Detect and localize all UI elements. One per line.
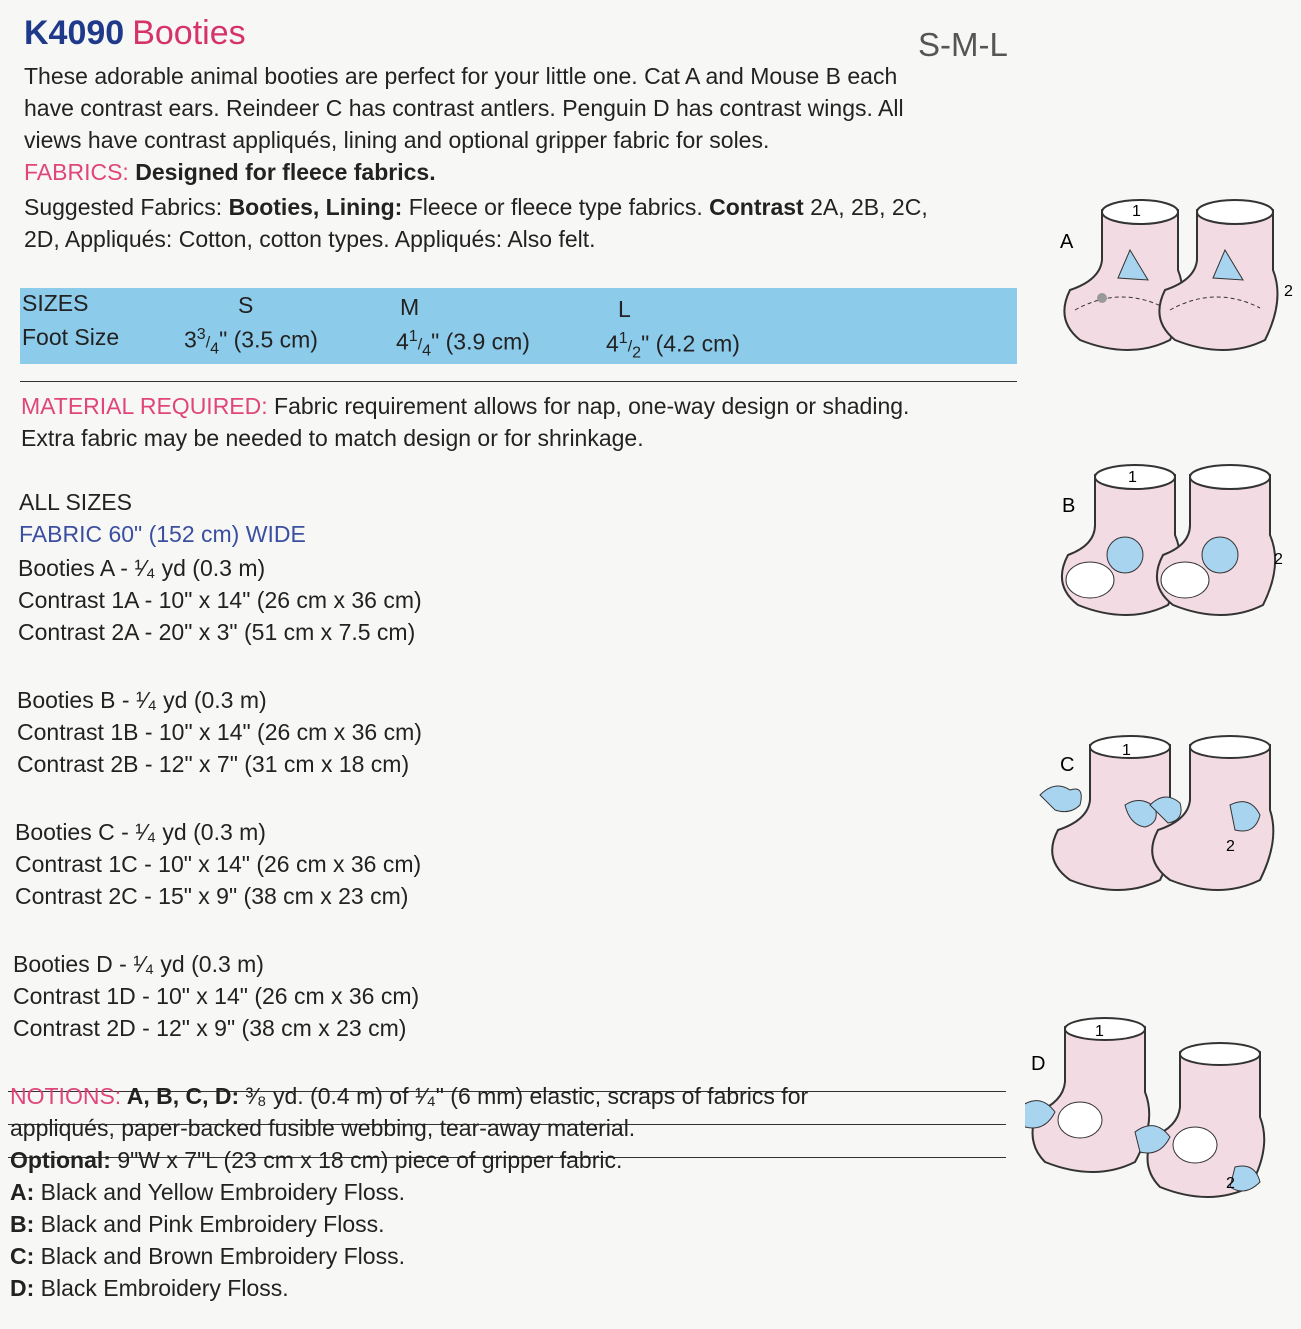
booties-yardage: Booties C - ¹⁄₄ yd (0.3 m) — [15, 819, 266, 845]
foot-size-m: $4^1/_4$" (3.9 cm) — [396, 328, 530, 360]
view-b-drawing — [1040, 460, 1300, 630]
contrast-1-yardage: Contrast 1D - 10" x 14" (26 cm x 36 cm) — [13, 983, 420, 1009]
divider — [20, 381, 1017, 382]
view-letter: D — [1031, 1053, 1046, 1075]
contrast-2-yardage: Contrast 2C - 15" x 9" (38 cm x 23 cm) — [15, 883, 409, 909]
suggested-line-2: 2D, Appliqués: Cotton, cotton types. Appliqués: Also felt. — [24, 226, 596, 252]
contrast-1-yardage: Contrast 1B - 10" x 14" (26 cm x 36 cm) — [17, 719, 422, 745]
bootie-left — [1025, 1018, 1149, 1172]
piece-number: 1 — [1132, 203, 1141, 220]
description — [24, 60, 904, 156]
suggested-text-1: Fleece or fleece type fabrics. — [402, 194, 710, 220]
size-range: S-M-L — [918, 26, 1008, 63]
pattern-code: K4090 — [24, 14, 125, 52]
view-c-drawing — [1030, 735, 1300, 905]
size-header-s: S — [238, 292, 254, 318]
booties-yardage: Booties D - ¹⁄₄ yd (0.3 m) — [13, 951, 264, 977]
floss-text: Black Embroidery Floss. — [34, 1275, 289, 1301]
piece-number: 2 — [1226, 838, 1235, 855]
bootie-right — [1135, 1043, 1264, 1197]
yardage-group-d — [13, 948, 419, 1044]
size-header-m: M — [400, 294, 420, 320]
contrast-2-yardage: Contrast 2A - 20" x 3" (51 cm x 7.5 cm) — [18, 619, 416, 645]
pattern-name: Booties — [132, 14, 246, 52]
size-header-l: L — [618, 296, 631, 322]
piece-number: 1 — [1095, 1023, 1104, 1040]
optional-label: Optional: — [10, 1147, 111, 1173]
contrast-2-yardage: Contrast 2B - 12" x 7" (31 cm x 18 cm) — [17, 751, 410, 777]
material-section — [21, 390, 909, 454]
view-letter: A — [1060, 231, 1074, 253]
notions-text: ³⁄₈ yd. (0.4 m) of ¹⁄₄" (6 mm) elastic, scraps of fabrics for — [239, 1083, 809, 1109]
view-d-drawing — [1025, 1012, 1295, 1202]
piece-number: 2 — [1226, 1175, 1235, 1192]
fabrics-text: Designed for fleece fabrics. — [135, 159, 436, 185]
yardage-group-a — [18, 552, 422, 648]
description-line: have contrast ears. Reindeer C has contrast antlers. Penguin D has contrast wings. All — [24, 95, 904, 121]
piece-number: 2 — [1274, 551, 1283, 568]
notions-line-2: appliqués, paper-backed fusible webbing, tear-away material. — [10, 1115, 636, 1141]
piece-number: 1 — [1122, 742, 1131, 759]
foot-size-l: $4^1/_2$" (4.2 cm) — [606, 330, 740, 362]
material-label: MATERIAL REQUIRED: — [21, 393, 268, 419]
contrast-1-yardage: Contrast 1A - 10" x 14" (26 cm x 36 cm) — [18, 587, 422, 613]
floss-text: Black and Pink Embroidery Floss. — [34, 1211, 385, 1237]
suggested-bold-2: Contrast — [709, 194, 804, 220]
view-letter: C — [1060, 754, 1075, 776]
suggested-prefix: Suggested Fabrics: — [24, 194, 229, 220]
suggested-bold-1: Booties, Lining: — [228, 194, 403, 220]
view-letter: B — [1062, 495, 1076, 517]
floss-text: Black and Brown Embroidery Floss. — [34, 1243, 405, 1269]
material-line-2: Extra fabric may be needed to match design or for shrinkage. — [21, 425, 644, 451]
description-line: views have contrast appliqués, lining and optional gripper fabric for soles. — [24, 127, 770, 153]
foot-size-s: $3^3/_4$" (3.5 cm) — [184, 326, 318, 358]
description-line: These adorable animal booties are perfect for your little one. Cat A and Mouse B each — [24, 63, 898, 89]
notions-section — [10, 1080, 808, 1304]
fabrics-section — [24, 156, 928, 255]
foot-size-label: Foot Size — [22, 324, 120, 350]
pattern-title — [24, 14, 246, 53]
material-text: Fabric requirement allows for nap, one-way design or shading. — [267, 393, 910, 419]
floss-view: C: — [10, 1243, 35, 1269]
all-sizes-label: ALL SIZES — [19, 489, 132, 515]
yardage-group-c — [15, 816, 421, 912]
floss-text: Black and Yellow Embroidery Floss. — [34, 1179, 406, 1205]
suggested-text-2: 2A, 2B, 2C, — [803, 194, 928, 220]
fabrics-label: FABRICS: — [24, 159, 129, 185]
contrast-2-yardage: Contrast 2D - 12" x 9" (38 cm x 23 cm) — [13, 1015, 407, 1041]
floss-view: D: — [10, 1275, 35, 1301]
floss-view: A: — [10, 1179, 35, 1205]
piece-number: 1 — [1128, 469, 1137, 486]
booties-yardage: Booties A - ¹⁄₄ yd (0.3 m) — [18, 555, 266, 581]
notions-views: A, B, C, D: — [121, 1083, 240, 1109]
booties-yardage: Booties B - ¹⁄₄ yd (0.3 m) — [17, 687, 267, 713]
contrast-1-yardage: Contrast 1C - 10" x 14" (26 cm x 36 cm) — [15, 851, 422, 877]
view-a-drawing — [1040, 190, 1300, 370]
floss-view: B: — [10, 1211, 35, 1237]
yardage-group-b — [17, 684, 422, 780]
sizes-label: SIZES — [22, 290, 89, 316]
optional-text: 9"W x 7"L (23 cm x 18 cm) piece of gripper fabric. — [110, 1147, 623, 1173]
fabric-width: FABRIC 60" (152 cm) WIDE — [19, 521, 306, 547]
notions-label: NOTIONS: — [10, 1083, 122, 1109]
all-sizes-section — [19, 486, 306, 550]
piece-number: 2 — [1284, 283, 1293, 300]
